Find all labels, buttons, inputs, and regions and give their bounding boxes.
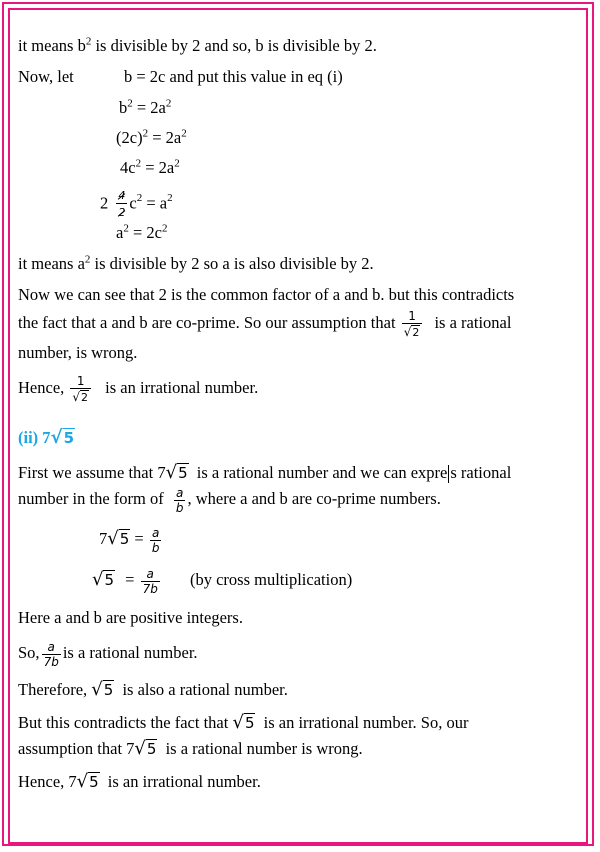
text-line <box>18 713 468 733</box>
text: s rational <box>450 463 512 482</box>
text: is divisible by 2 and so, b is divisible by 2. <box>91 36 377 55</box>
text-line <box>18 680 288 700</box>
numerator: a <box>175 485 184 500</box>
text: So, <box>18 643 40 662</box>
sqrt: √5 <box>134 738 157 759</box>
fraction <box>70 374 91 405</box>
heading-text: (ii) 7 <box>18 428 51 447</box>
exponent: 2 <box>181 127 187 140</box>
text: = 2a <box>132 98 166 117</box>
exponent: 2 <box>123 222 129 235</box>
text: a <box>116 223 124 242</box>
numerator: 1 <box>76 373 85 388</box>
equation-line <box>116 223 167 243</box>
text: is an irrational number. <box>107 772 261 791</box>
text: Now, let <box>18 67 74 86</box>
text-line <box>18 482 441 516</box>
text: Hence, 7 <box>18 772 77 791</box>
radicand: 2 <box>412 325 420 339</box>
text: number, is wrong. <box>18 343 138 362</box>
numerator: 1 <box>408 308 416 323</box>
radicand: 2 <box>81 390 89 404</box>
radicand: 5 <box>244 714 255 732</box>
fraction <box>42 640 61 669</box>
struck-fraction <box>116 187 127 220</box>
text: is also a rational number. <box>122 680 288 699</box>
text: = 2a <box>148 128 182 147</box>
equation-line <box>116 128 187 148</box>
sqrt: √2 <box>403 324 420 339</box>
fraction <box>174 486 186 515</box>
exponent: 2 <box>127 97 133 110</box>
text: b = 2c and put this value in eq (i) <box>124 67 343 86</box>
text: (by cross multiplication) <box>189 570 353 589</box>
text: Now we can see that 2 is the common factor of a and b. but this contradicts <box>18 285 515 304</box>
radicand: 5 <box>119 530 130 548</box>
text: is a rational number is wrong. <box>165 739 363 758</box>
text: , where a and b are co-prime numbers. <box>187 489 441 508</box>
exponent: 2 <box>136 191 143 204</box>
radicand: 5 <box>146 740 157 758</box>
equation-line <box>100 187 173 220</box>
text: it means a <box>18 254 85 273</box>
text: Here a and b are positive integers. <box>18 608 243 627</box>
numerator: a <box>151 525 160 540</box>
text: = a <box>142 193 168 213</box>
text-line <box>18 772 261 792</box>
sqrt: √5 <box>76 771 99 792</box>
denominator: 7b <box>43 654 59 669</box>
text: = 2c <box>128 223 162 242</box>
text: is a rational <box>434 313 512 332</box>
fraction <box>402 309 423 340</box>
text-line <box>18 463 511 483</box>
text: is a rational number. <box>62 643 198 662</box>
radicand: 5 <box>63 429 74 447</box>
denominator: b <box>175 500 184 515</box>
exponent: 2 <box>84 253 91 266</box>
equation-line <box>120 158 180 178</box>
text: the fact that a and b are co-prime. So our assumption that <box>18 313 396 332</box>
radicand: 5 <box>103 681 114 699</box>
struck-digit: 4 <box>118 189 126 202</box>
text: = <box>125 570 135 589</box>
sqrt: √2 <box>72 389 89 404</box>
text-line <box>124 67 343 87</box>
struck-digit: 2 <box>118 206 126 219</box>
text: b <box>119 98 128 117</box>
text: is divisible by 2 so a is also divisible by 2. <box>90 254 374 273</box>
text: 2 <box>100 193 109 213</box>
text: 4c <box>120 158 136 177</box>
equation-line <box>99 522 163 556</box>
radicand: 5 <box>104 571 115 589</box>
fraction <box>141 567 160 596</box>
sqrt: √5 <box>91 679 114 700</box>
text-line <box>18 67 74 87</box>
exponent: 2 <box>135 157 142 170</box>
text: First we assume that 7 <box>18 463 166 482</box>
text: it means b <box>18 36 86 55</box>
sqrt: √5 <box>232 712 255 733</box>
exponent: 2 <box>174 157 180 170</box>
sqrt: √5 <box>165 462 188 483</box>
exponent: 2 <box>161 222 168 235</box>
text: number in the form of <box>18 489 164 508</box>
text: (2c) <box>116 128 143 147</box>
text-line <box>18 285 514 305</box>
equation-line <box>119 98 171 118</box>
denominator: b <box>151 540 160 555</box>
text: is an irrational number. <box>105 378 259 397</box>
section-heading <box>18 428 75 448</box>
text: is an irrational number. So, our <box>263 713 469 732</box>
radicand: 5 <box>178 464 188 482</box>
text-line <box>18 36 377 56</box>
text: But this contradicts the fact that <box>18 713 229 732</box>
text: c <box>129 193 137 213</box>
sqrt: √5 <box>50 427 74 448</box>
numerator: a <box>47 639 55 654</box>
exponent: 2 <box>167 191 173 204</box>
text: Therefore, <box>18 680 88 699</box>
fraction <box>150 526 162 555</box>
equation-line <box>92 563 352 597</box>
sqrt: √5 <box>92 569 115 590</box>
sqrt: √5 <box>107 528 130 549</box>
text-line <box>18 371 258 405</box>
exponent: 2 <box>165 97 172 110</box>
denominator: 7b <box>142 581 158 596</box>
radicand: 5 <box>89 773 99 791</box>
text: = 2a <box>141 158 175 177</box>
text: is a rational number and we can expre <box>196 463 448 482</box>
text-line <box>18 343 137 363</box>
exponent: 2 <box>142 127 149 140</box>
numerator: a <box>146 566 154 581</box>
text: Hence, <box>18 378 65 397</box>
exponent: 2 <box>85 35 92 48</box>
text-line <box>18 254 374 274</box>
text: 7 <box>99 529 108 548</box>
text-line <box>18 608 243 628</box>
text-line <box>18 306 511 340</box>
text: = <box>134 529 144 548</box>
text: assumption that 7 <box>18 739 135 758</box>
text-line <box>18 636 198 670</box>
text-line <box>18 739 363 759</box>
